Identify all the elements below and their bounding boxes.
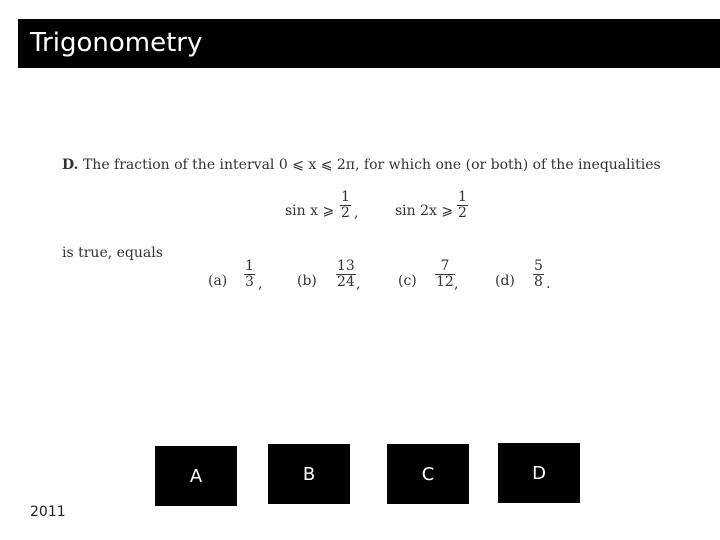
- option-tail: .: [546, 276, 551, 292]
- inequality-2-fraction: [457, 190, 468, 221]
- option-label: (a): [208, 273, 228, 289]
- option-fraction: [336, 259, 356, 290]
- fraction-numerator: 1: [458, 189, 467, 205]
- title-bar: [18, 19, 720, 68]
- fraction-numerator: 1: [245, 258, 254, 274]
- option-fraction: [435, 259, 455, 290]
- option-tail: ,: [258, 276, 263, 292]
- option-tail: ,: [454, 276, 459, 292]
- question-line-3: is true, equals: [62, 245, 163, 261]
- page-title: Trigonometry: [30, 28, 203, 58]
- fraction-numerator: 1: [341, 189, 350, 205]
- inequality-1-lhs: sin x ⩾: [285, 203, 335, 219]
- fraction-numerator: 13: [337, 258, 355, 274]
- answer-button-a[interactable]: A: [155, 446, 237, 506]
- answer-button-b[interactable]: B: [268, 444, 350, 504]
- inequality-1-tail: ,: [354, 205, 359, 221]
- option-fraction: [244, 259, 255, 290]
- fraction-denominator: 2: [341, 205, 350, 221]
- answer-button-d[interactable]: D: [498, 443, 580, 503]
- inequality-1-fraction: [340, 190, 351, 221]
- answer-button-c[interactable]: C: [387, 444, 469, 504]
- fraction-numerator: 5: [534, 258, 543, 274]
- option-label: (c): [398, 273, 417, 289]
- question-line-1: [62, 157, 661, 173]
- footer-year: 2011: [30, 504, 66, 520]
- fraction-denominator: 24: [337, 274, 355, 290]
- fraction-numerator: 7: [440, 258, 450, 274]
- question-text: The fraction of the interval 0 ⩽ x ⩽ 2π, for which one (or both) of the inequalities: [82, 157, 661, 173]
- fraction-denominator: 12: [436, 274, 454, 290]
- inequality-2-lhs: sin 2x ⩾: [395, 203, 454, 219]
- fraction-denominator: 3: [245, 274, 254, 290]
- fraction-denominator: 8: [534, 274, 543, 290]
- question-label: D.: [62, 157, 79, 173]
- option-tail: ,: [356, 276, 361, 292]
- option-label: (d): [495, 273, 515, 289]
- fraction-denominator: 2: [458, 205, 467, 221]
- option-label: (b): [297, 273, 317, 289]
- option-fraction: [533, 259, 544, 290]
